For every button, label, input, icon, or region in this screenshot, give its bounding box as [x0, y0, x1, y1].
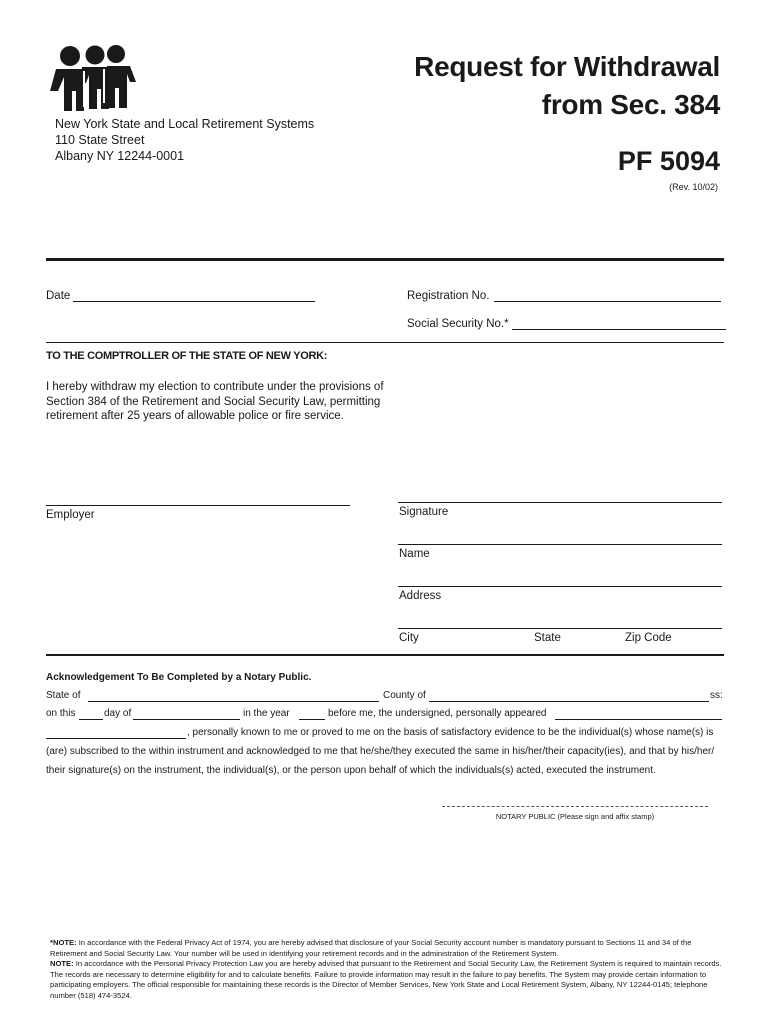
form-title-line-2: from Sec. 384 — [541, 89, 720, 120]
before-me-label: before me, the undersigned, personally appeared — [328, 708, 547, 719]
employer-field[interactable] — [46, 505, 350, 506]
signature-field[interactable] — [398, 502, 722, 503]
signature-label: Signature — [399, 506, 449, 518]
name-field[interactable] — [398, 544, 722, 545]
privacy-note-text: In accordance with the Federal Privacy Act of 1974, you are hereby advised that disclosure of your Social Security account number is mandatory pursuant to Sections 11 and 34 of the Retirement and Social Security Law. Your number will be used in identifying your retirement records and in the administration of the Retirement System. — [50, 938, 692, 958]
privacy-footnote — [50, 938, 722, 1002]
acknowledgement-divider — [46, 654, 724, 656]
form-title-line-1: Request for Withdrawal — [414, 51, 720, 82]
ppl-note-text: In accordance with the Personal Privacy Protection Law you are hereby advised that pursuant to the Retirement and Social Security Law, the Retirement System is required to maintain records. The records are necessary to determine eligibility for and to calculate benefits. Failure to provide information may result in the failure to pay benefits. The System may provide certain information to participating employers. The official responsible for maintaining these records is the Director of Member Services, New York State and Local Retirement System, Albany, NY 12244-0145; telephone number (518) 474-3524. — [50, 959, 722, 1000]
notary-line-4: (are) subscribed to the within instrument and acknowledged to me that he/she/they executed the same in his/her/their capacity(ies), and that by his/her/ — [46, 746, 715, 757]
registration-field[interactable] — [494, 289, 721, 302]
withdrawal-statement: I hereby withdraw my election to contribute under the provisions of Section 384 of the Retirement and Social Security Law, permitting retirement after 25 years of allowable police or fire service. — [46, 381, 384, 422]
notary-month-field[interactable] — [133, 707, 240, 720]
notary-line-3: , personally known to me or proved to me on the basis of satisfactory evidence to be the individual(s) whose name(s) is — [187, 727, 714, 738]
in-the-year-label: in the year — [243, 708, 290, 719]
notary-appeared-field[interactable] — [555, 707, 722, 720]
zip-label: Zip Code — [625, 632, 672, 644]
ss-label: ss: — [710, 690, 723, 701]
notary-line-5: their signature(s) on the instrument, the individual(s), or the person upon behalf of which the individuals(s) acted, executed the instrument. — [46, 765, 656, 776]
state-label: State — [534, 632, 561, 644]
address-label: Address — [399, 590, 442, 602]
notary-county-field[interactable] — [429, 689, 709, 702]
notary-line-1 — [46, 690, 80, 701]
name-label: Name — [399, 548, 430, 560]
ppl-note-prefix: NOTE: — [50, 959, 74, 969]
notary-signature-line[interactable] — [442, 806, 708, 807]
day-of-label: day of — [104, 708, 132, 719]
registration-label: Registration No. — [407, 290, 490, 302]
retirement-system-logo — [40, 44, 136, 114]
notary-public-label: NOTARY PUBLIC (Please sign and affix stamp) — [495, 812, 655, 821]
state-of-label: State of — [46, 690, 81, 701]
form-title — [414, 48, 720, 124]
org-address-block — [55, 116, 314, 164]
revision-date: (Rev. 10/02) — [669, 182, 718, 192]
notary-state-field[interactable] — [88, 689, 379, 702]
form-number: PF 5094 — [617, 146, 720, 176]
notary-year-field[interactable] — [299, 707, 325, 720]
privacy-note-prefix: *NOTE: — [50, 938, 77, 947]
org-name: New York State and Local Retirement Systems — [55, 117, 315, 131]
acknowledgement-title: Acknowledgement To Be Completed by a Notary Public. — [46, 672, 312, 683]
ssn-label: Social Security No.* — [407, 318, 509, 330]
fields-divider — [46, 342, 724, 343]
on-this-label: on this — [46, 708, 76, 719]
notary-individual-field[interactable] — [46, 726, 186, 739]
header-divider — [46, 258, 724, 261]
date-label: Date — [46, 290, 71, 302]
address-line-1: 110 State Street — [55, 133, 145, 147]
ssn-field[interactable] — [512, 317, 726, 330]
date-field[interactable] — [73, 289, 315, 302]
address-field[interactable] — [398, 586, 722, 587]
address-line-2: Albany NY 12244-0001 — [55, 149, 185, 163]
notary-day-field[interactable] — [79, 707, 103, 720]
county-of-label: County of — [383, 690, 426, 701]
city-state-zip-field[interactable] — [398, 628, 722, 629]
employer-label: Employer — [46, 509, 95, 521]
city-label: City — [399, 632, 419, 644]
comptroller-heading: TO THE COMPTROLLER OF THE STATE OF NEW YORK: — [46, 350, 328, 362]
